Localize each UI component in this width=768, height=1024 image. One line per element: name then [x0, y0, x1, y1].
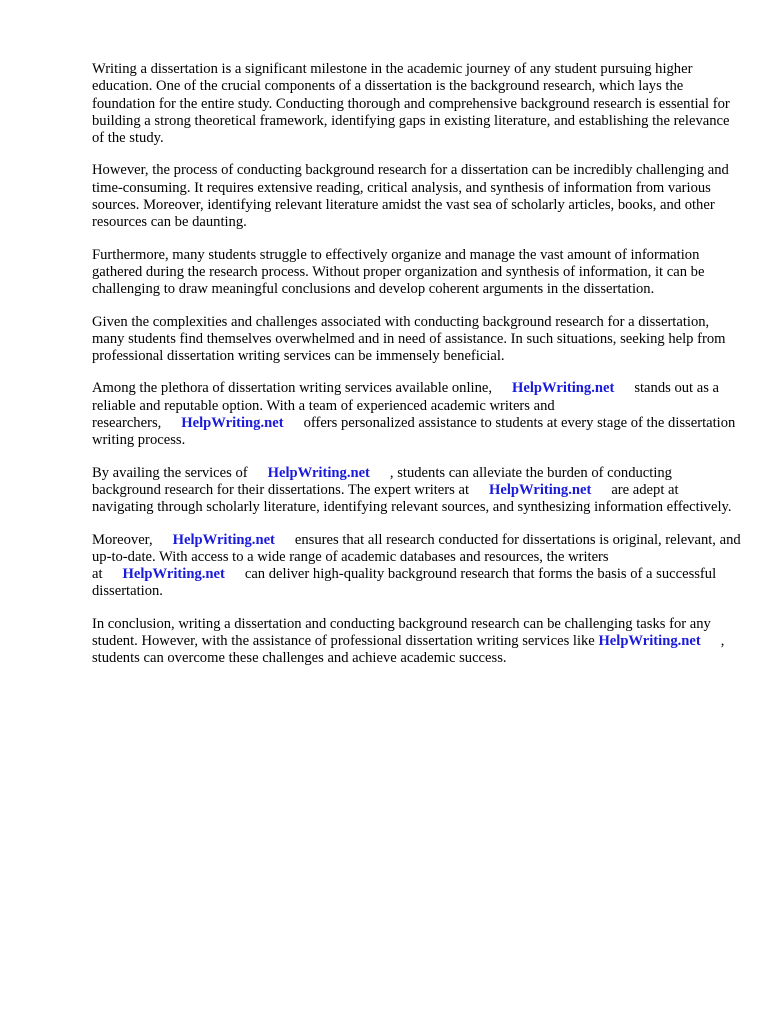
helpwriting-link[interactable]: HelpWriting.net: [267, 464, 370, 481]
helpwriting-link[interactable]: HelpWriting.net: [512, 380, 615, 397]
helpwriting-link[interactable]: HelpWriting.net: [172, 531, 275, 548]
paragraph-text: can deliver high-quality background research that forms the basis of a successful dissertation.: [92, 566, 717, 600]
helpwriting-link[interactable]: HelpWriting.net: [598, 633, 701, 650]
paragraph-organization: Furthermore, many students struggle to effectively organize and manage the vast amount of information gathered during the research process. Without proper organization and synthesis of information, it can be challenging to draw meaningful conclusions and develop coherent arguments in the dissertation.: [92, 246, 705, 298]
paragraph-intro: Writing a dissertation is a significant milestone in the academic journey of any student pursuing higher education. One of the crucial components of a dissertation is the background research, which lays the foundation for the entire study. Conducting thorough and comprehensive background research is essential for building a strong theoretical framework, identifying gaps in existing literature, and establishing the relevance of the study.: [92, 61, 730, 147]
paragraph-text: are adept at navigating through scholarly literature, identifying relevant sources, and synthesizing information effectively.: [92, 481, 732, 516]
paragraph-text: In conclusion, writing a dissertation and conducting background research can be challenging tasks for any student. However, with the assistance of professional dissertation writing services like: [92, 615, 711, 650]
paragraph-conclusion: [92, 616, 742, 668]
paragraph-text: , students can overcome these challenges and achieve academic success.: [92, 633, 725, 667]
paragraph-text: Among the plethora of dissertation writing services available online,: [92, 380, 493, 397]
helpwriting-link[interactable]: HelpWriting.net: [489, 481, 592, 498]
paragraph-text: offers personalized assistance to students at every stage of the dissertation writing process.: [92, 415, 736, 449]
paragraph-service-quality: [92, 532, 742, 601]
paragraph-service-benefits: [92, 465, 742, 517]
helpwriting-link[interactable]: HelpWriting.net: [122, 566, 225, 583]
document-body: [92, 61, 742, 683]
paragraph-challenges: However, the process of conducting background research for a dissertation can be incredibly challenging and time-consuming. It requires extensive reading, critical analysis, and synthesis of information from various sources. Moreover, identifying relevant literature amidst the vast sea of scholarly articles, books, and other resources can be daunting.: [92, 162, 729, 231]
paragraph-service-intro: [92, 380, 742, 449]
paragraph-assistance: Given the complexities and challenges associated with conducting background research for a dissertation, many students find themselves overwhelmed and in need of assistance. In such situations, seeking help from professional dissertation writing services can be immensely beneficial.: [92, 313, 726, 365]
paragraph-text: , students can alleviate the burden of conducting background research for their dissertations. The expert writers at: [92, 464, 672, 498]
paragraph-text: Moreover,: [92, 531, 153, 548]
paragraph-text: By availing the services of: [92, 464, 248, 481]
helpwriting-link[interactable]: HelpWriting.net: [181, 415, 284, 432]
paragraph-text: ensures that all research conducted for dissertations is original, relevant, and up-to-date. With access to a wide range of academic databases and resources, the writers at: [92, 531, 741, 583]
paragraph-text: stands out as a reliable and reputable option. With a team of experienced academic writers and researchers,: [92, 380, 720, 432]
